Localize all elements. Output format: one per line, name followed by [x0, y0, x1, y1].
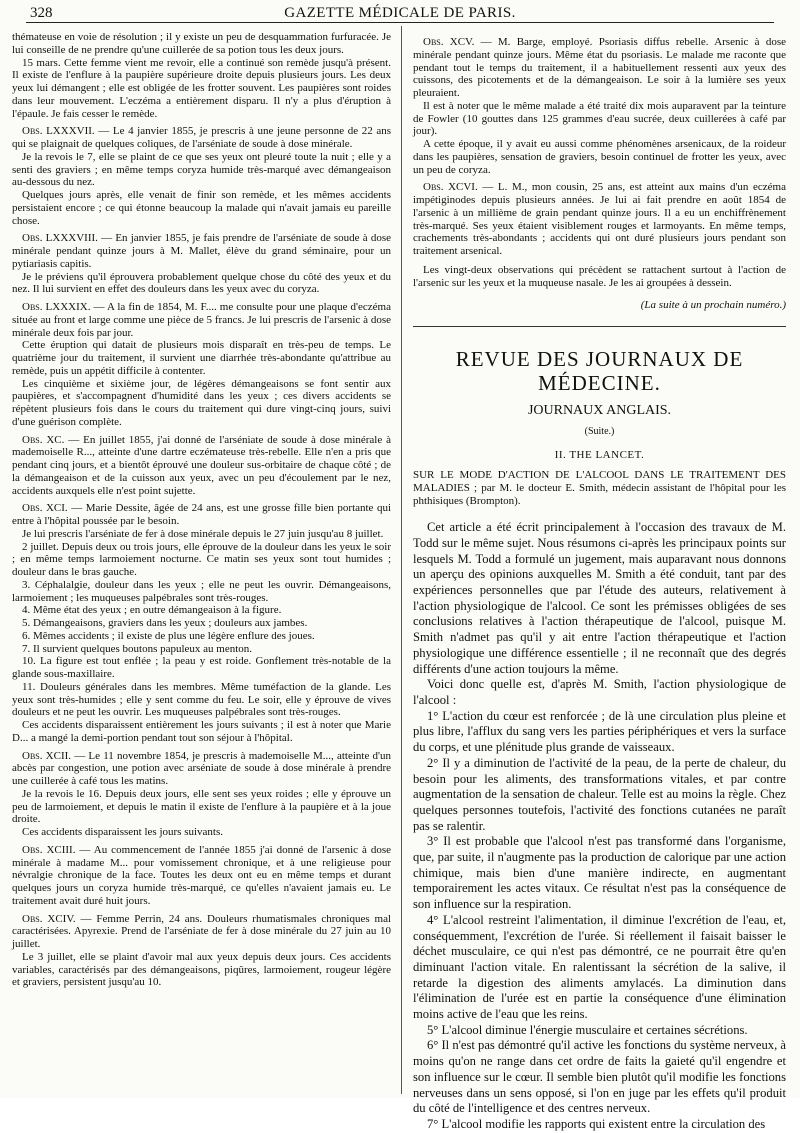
- paragraph: Je le préviens qu'il éprouvera probablement quelque chose du côté des yeux et du nez. Il lui survient en effet des douleurs dans les yeux avec du coryza.: [12, 270, 391, 296]
- paragraph: Je la revois le 7, elle se plaint de ce que ses yeux ont pleuré toute la nuit ; elle y a senti des graviers ; en même temps coryza humide très-marqué avec démangeaison au-dessous du nez.: [12, 150, 391, 189]
- section-rule: [413, 326, 786, 327]
- paragraph: Quelques jours après, elle venait de finir son remède, et les mêmes accidents persistaient encore ; ce qui étonne beaucoup la malade qui n'avait jamais eu pareille chose.: [12, 189, 391, 227]
- article-paragraph: 7° L'alcool modifie les rapports qui existent entre la circulation des: [427, 1116, 766, 1131]
- paragraph: 2 juillet. Depuis deux ou trois jours, elle éprouve de la douleur dans les yeux le soir ; en même temps larmoiement nocturne. Ce matin ses yeux sont tout humides ; douleur dans le bras gauche.: [12, 540, 391, 578]
- observation-label: Obs. XCIV.: [22, 912, 76, 925]
- left-column: [12, 31, 391, 989]
- paragraph: 15 mars. Cette femme vient me revoir, elle a continué son remède jusqu'à présent. Il existe de l'enflure à la paupière supérieure droite depuis plusieurs jours. Les deux yeux lui démangent ; elle est obligée de les frotter souvent. Les paupières sont roides dans leur mouvement. L'eczéma a entièrement disparu. Il n'y a plus d'éruption à l'épaule. Je fais cesser le remède.: [12, 56, 391, 120]
- page-number: 328: [30, 5, 53, 21]
- running-title: GAZETTE MÉDICALE DE PARIS.: [284, 5, 516, 21]
- paragraph: Je la revois le 16. Depuis deux jours, elle sent ses yeux roides ; elle y éprouve un peu de larmoiement, et depuis le matin il existe de l'enflure à la paupière et à la joue droite.: [12, 787, 391, 826]
- observation-paragraph: Obs. XC. — En juillet 1855, j'ai donné de l'arséniate de soude à dose minérale à mademoiselle R..., atteinte d'une dartre eczémateuse très-rebelle. Elle n'en a pris que pendant cinq jours, et a bientôt éprouvé une douleur sus-orbitaire de chaque côté ; de la démangeaison et de la cuisson aux yeux, avec un peu d'écoulement par le nez, accidents auxquels elle n'est point sujette.: [12, 433, 392, 497]
- observation-label: Obs. XCI.: [22, 502, 68, 515]
- article-paragraph: 4° L'alcool restreint l'alimentation, il diminue l'excrétion de l'eau, et, conséquemment, l'excrétion de l'urée. Si réellement il faisait baisser le déchet musculaire, ce qui n'est pas démontré, ce ne pourrait être qu'en diminuant l'action vitale. En ralentissant la sécrétion de la salive, il retarde la digestion des aliments amylacés. La diminution dans l'élimination de l'urée est en partie la conséquence d'une élimination moins active de l'eau que les reins.: [413, 912, 786, 1022]
- paragraph: Je lui prescris l'arséniate de fer à dose minérale depuis le 27 juin jusqu'au 8 juillet.: [22, 527, 384, 540]
- observation-label: Obs. LXXXIX.: [22, 301, 91, 313]
- observation-label: Obs. XCV.: [423, 36, 475, 48]
- right-column: [413, 31, 786, 1133]
- revue-title: REVUE DES JOURNAUX DE MÉDECINE.: [455, 347, 744, 395]
- article-paragraph: 1° L'action du cœur est renforcée ; de là une circulation plus pleine et plus libre, l'afflux du sang vers les parties périphériques et vers la surface du corps, et une plénitude plus grande de vaisseaux.: [413, 708, 786, 755]
- observation-label: Obs. XCIII.: [22, 843, 76, 856]
- paragraph: 6. Mêmes accidents ; il existe de plus une légère enflure des joues.: [22, 629, 315, 642]
- observations-continued: [413, 36, 786, 258]
- paragraph: A cette époque, il y avait eu aussi comme phénomènes arsenicaux, de la roideur dans les paupières, sensation de graviers, besoin continuel de frotter les yeux, avec un peu de coryza.: [413, 138, 786, 176]
- article-heading: SUR LE MODE D'ACTION DE L'ALCOOL DANS LE TRAITEMENT DES MALADIES ; par M. le docteur E. Smith, médecin assistant de l'hôpital pour les phthisiques (Brompton).: [413, 469, 786, 508]
- observation-paragraph: Obs. XCI. — Marie Dessite, âgée de 24 ans, est une grosse fille bien portante qui entre à l'hôpital poussée par le besoin.: [12, 502, 391, 527]
- observation-label: Obs. XCII.: [22, 749, 72, 762]
- paragraph: 4. Même état des yeux ; en outre démangeaison à la figure.: [22, 604, 282, 617]
- suite-note: (La suite à un prochain numéro.): [640, 299, 786, 312]
- paragraph: 3. Céphalalgie, douleur dans les yeux ; elle ne peut les ouvrir. Démangeaisons, larmoiement ; les muqueuses palpébrales sont très-rouges.: [12, 578, 391, 604]
- observation-paragraph: Obs. XCIII. — Au commencement de l'année 1855 j'ai donné de l'arsenic à dose minérale à madame M... pour vomissement chronique, et à une religieuse pour névralgie chronique de la face. Toutes les deux ont eu en même temps et durant quelques jours un coryza humide très-marqué, ce qu'elles n'avaient jamais eu. Le traitement avait duré huit jours.: [12, 843, 392, 907]
- section-heading: II. THE LANCET.: [554, 448, 645, 461]
- paragraph: Le 3 juillet, elle se plaint d'avoir mal aux yeux depuis deux jours. Ces accidents variables, caractérisés par des démangeaisons, piqûres, larmoiement, rougeur légère et graviers, persistent jusqu'au 10.: [12, 950, 391, 989]
- paragraph: 7. Il survient quelques boutons papuleux au menton.: [22, 642, 253, 655]
- paragraph: thémateuse en voie de résolution ; il y existe un peu de desquammation furfuracée. Je lui conseille de ne prendre qu'une cuillerée de sa potion tous les deux jours.: [12, 31, 391, 56]
- paragraph: 10. La figure est tout enflée ; la peau y est roide. Gonflement très-notable de la glande sous-maxillaire.: [12, 655, 391, 680]
- paragraph: Ces accidents disparaissent entièrement les jours suivants ; il est à noter que Marie D... a mangé la demi-portion pendant tout son séjour à l'hôpital.: [12, 719, 391, 744]
- observation-label: Obs. XCVI.: [423, 181, 478, 194]
- article-paragraph: 6° Il n'est pas démontré qu'il active les fonctions du système nerveux, à moins qu'on ne range dans cet ordre de faits la gaieté qu'il engendre et son influence sur le cœur. Il semble bien plutôt qu'il modifie les fonctions nerveuses dans un sens opposé, si l'on en juge par les effets qu'il produit du côté de l'intelligence et des centres nerveux.: [413, 1038, 786, 1116]
- observation-paragraph: Obs. LXXXVII. — Le 4 janvier 1855, je prescris à une jeune personne de 22 ans qui se plaignait de quelques coliques, de l'arséniate de soude à dose minérale.: [12, 125, 391, 150]
- observation-label: Obs. LXXXVII.: [22, 125, 95, 138]
- revue-subtitle: JOURNAUX ANGLAIS.: [527, 403, 672, 418]
- article-paragraph: 5° L'alcool diminue l'énergie musculaire et certaines sécrétions.: [427, 1022, 748, 1037]
- observation-label: Obs. XC.: [22, 433, 65, 446]
- observation-paragraph: Obs. XCVI. — L. M., mon cousin, 25 ans, est atteint aux mains d'un eczéma impétiginodes depuis plusieurs années. Je lui ai fait prendre en août 1854 de l'arsenic à un millième de grain pendant quinze jours. Il a eu un enchiffrènement très-marqué. Ses yeux étaient visiblement rouges et larmoyants. En même temps, crachements très-abondants ; accidents qui ont duré plusieurs jours pendant son traitement arsenical.: [413, 181, 786, 257]
- closing-paragraph: Les vingt-deux observations qui précèdent se rattachent surtout à l'action de l'arsenic sur les yeux et la muqueuse nasale. Je les ai groupées à dessein.: [413, 263, 786, 289]
- observation-paragraph: Obs. XCV. — M. Barge, employé. Psoriasis diffus rebelle. Arsenic à dose minérale pendant quinze jours. Même état du psoriasis. Le malade me raconte que pendant tout le temps du traitement, il a habituellement ressenti aux yeux des cuissons, des picotements et de la démangeaison. Le soir à la lumière ses yeux pleuraient.: [413, 36, 787, 99]
- observation-paragraph: Obs. LXXXVIII. — En janvier 1855, je fais prendre de l'arséniate de soude à dose minérale pendant quinze jours à M. Mallet, élève du grand séminaire, pour un pytiariasis capitis.: [12, 232, 391, 270]
- column-divider: [401, 26, 402, 1094]
- paragraph: Il est à noter que le même malade a été traité dix mois auparavent par la teinture de Fowler (10 gouttes dans 125 grammes d'eau sucrée, deux cuillerées à café par jour).: [413, 99, 786, 138]
- article-paragraph: Voici donc quelle est, d'après M. Smith, l'action physiologique de l'alcool :: [413, 677, 786, 707]
- article-body: [413, 520, 786, 1132]
- observation-paragraph: Obs. XCII. — Le 11 novembre 1854, je prescris à mademoiselle M..., atteinte d'un abcès par congestion, une potion avec arséniate de soude à dose minérale à prendre une cuillerée à café tous les matins.: [12, 749, 391, 787]
- observation-paragraph: Obs. XCIV. — Femme Perrin, 24 ans. Douleurs rhumatismales chroniques mal caractérisées. Apyrexie. Prend de l'arséniate de fer à dose minérale du 27 juin au 10 juillet.: [12, 912, 392, 950]
- observation-paragraph: Obs. LXXXIX. — A la fin de 1854, M. F.... me consulte pour une plaque d'eczéma située au front et large comme une pièce de 5 francs. Je lui prescris de l'arsenic à dose minérale deux fois par jour.: [12, 301, 391, 339]
- article-paragraph: 3° Il est probable que l'alcool n'est pas transformé dans l'organisme, que, par suite, il n'augmente pas la production de calorique par une action chimique, mais bien d'une manière indirecte, en augmentant temporairement les actes vitaux. Ce résultat n'est pas la conséquence de son influence sur la respiration.: [413, 834, 786, 912]
- revue-suite: (Suite.): [584, 425, 615, 437]
- article-paragraph: 2° Il y a diminution de l'activité de la peau, de la perte de chaleur, du besoin pour les aliments, des transformations vitales, et par contre augmentation de la sensation de chaleur. Telle est au moins la règle. Chez quelques personnes toutefois, l'activité des fonctions cutanées ne paraît pas se ralentir.: [413, 755, 786, 833]
- paragraph: Les cinquième et sixième jour, de légères démangeaisons se font sentir aux paupières, et s'accompagnent d'humidité dans les yeux ; ces divers accidents se répètent plusieurs fois dans le cours du traitement qui dure vingt-cinq jours, suivi d'une guérison complète.: [12, 377, 391, 428]
- paragraph: 11. Douleurs générales dans les membres. Même tuméfaction de la glande. Les yeux sont très-humides ; elle y sent comme du feu. Le soir, elle y éprouve de vives douleurs et ne peut les ouvrir. Les muqueuses palpébrales sont très-rouges.: [12, 680, 391, 719]
- page-header: [26, 4, 774, 23]
- paragraph: Cette éruption qui datait de plusieurs mois disparaît en très-peu de temps. Le quatrième jour du traitement, il survient une diarrhée très-abondante qu'attribue au remède, puis un appétit difficile à contenter.: [12, 339, 391, 377]
- paragraph: Ces accidents disparaissent les jours suivants.: [22, 826, 224, 838]
- paragraph: 5. Démangeaisons, graviers dans les yeux ; douleurs aux jambes.: [22, 617, 308, 629]
- observation-label: Obs. LXXXVIII.: [22, 232, 98, 245]
- article-paragraph: Cet article a été écrit principalement à l'occasion des travaux de M. Todd sur le même sujet. Nous résumons ci-après les principaux points sur lesquels M. Todd a formulé un jugement, mais auparavant nous donnons un aperçu des opinions auxquelles M. Smith a été conduit, tant par des expériences personnelles que par l'étude des auteurs, relativement à l'action physiologique de l'alcool. Ce sont les prémisses obligées de ses conclusions relatives à l'action thérapeutique de l'alcool, puisque M. Smith n'admet pas qu'il y ait entre l'action thérapeutique et l'action physiologique une différence essentielle ; il ne reconnaît que des degrés différents d'une action toujours la même.: [413, 520, 786, 676]
